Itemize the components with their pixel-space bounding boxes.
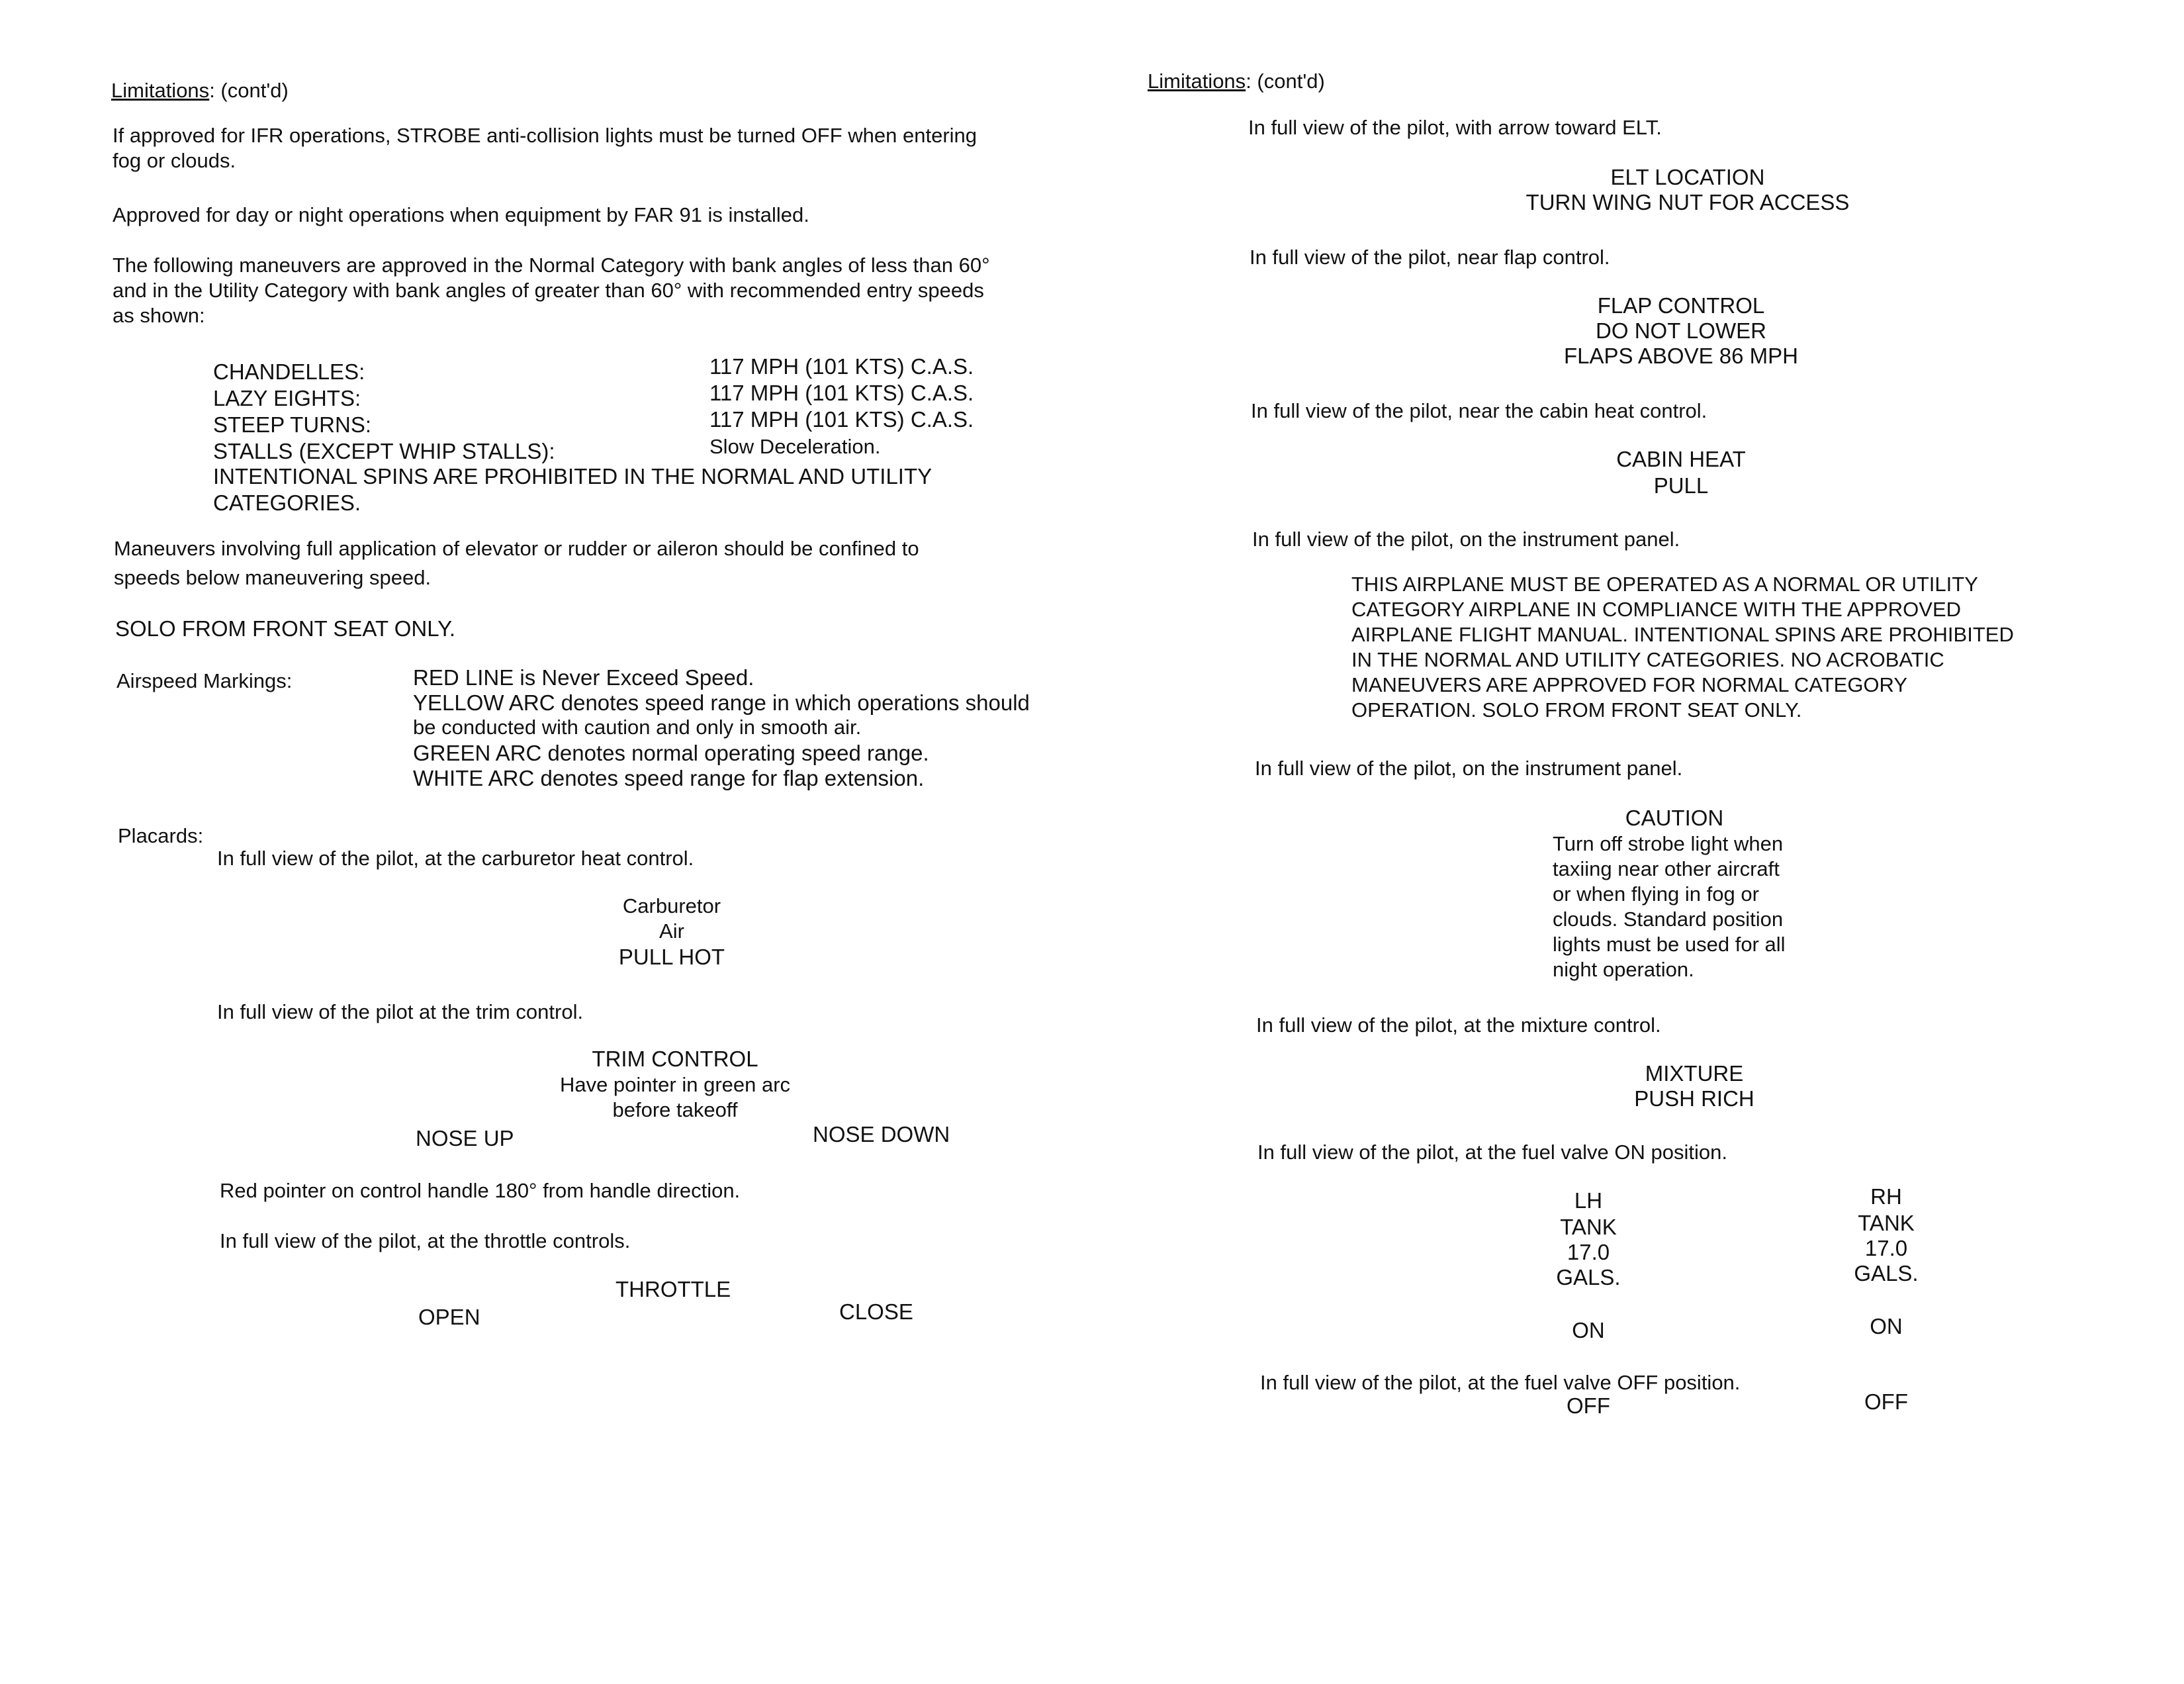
maneuver-name: CHANDELLES: bbox=[213, 359, 365, 384]
throttle-close-label: CLOSE bbox=[839, 1299, 913, 1324]
throttle-intro: In full view of the pilot, at the throttle controls. bbox=[220, 1229, 631, 1252]
carb-placard-line3: PULL HOT bbox=[618, 945, 725, 969]
throttle-open-label: OPEN bbox=[418, 1305, 480, 1329]
airspeed-marking-line: RED LINE is Never Exceed Speed. bbox=[413, 665, 754, 690]
elt-placard-line1: ELT LOCATION bbox=[1610, 165, 1765, 189]
right-heading: Limitations: (cont'd) bbox=[1148, 70, 1325, 93]
operations-placard-line: OPERATION. SOLO FROM FRONT SEAT ONLY. bbox=[1351, 698, 1802, 722]
airspeed-marking-line: WHITE ARC denotes speed range for flap extension. bbox=[413, 766, 925, 790]
airspeed-marking-line: YELLOW ARC denotes speed range in which operations should bbox=[413, 690, 1030, 715]
cabin-heat-intro: In full view of the pilot, near the cabin heat control. bbox=[1251, 399, 1707, 422]
maneuver-speed: 117 MPH (101 KTS) C.A.S. bbox=[709, 381, 974, 405]
maneuvers-paragraph-line3: as shown: bbox=[113, 304, 205, 327]
caution-line: taxiing near other aircraft bbox=[1553, 857, 1780, 880]
flap-placard-line3: FLAPS ABOVE 86 MPH bbox=[1564, 344, 1798, 368]
airspeed-markings-label: Airspeed Markings: bbox=[116, 669, 293, 692]
maneuver-name: LAZY EIGHTS: bbox=[213, 386, 361, 410]
maneuver-name: STEEP TURNS: bbox=[213, 412, 372, 437]
operations-placard-line: AIRPLANE FLIGHT MANUAL. INTENTIONAL SPINS ARE PROHIBITED bbox=[1351, 623, 2014, 646]
solo-statement: SOLO FROM FRONT SEAT ONLY. bbox=[115, 616, 456, 641]
elt-intro: In full view of the pilot, with arrow toward ELT. bbox=[1248, 116, 1662, 139]
caution-line: lights must be used for all bbox=[1553, 933, 1786, 956]
placards-label: Placards: bbox=[118, 824, 204, 847]
mixture-placard-line1: MIXTURE bbox=[1645, 1061, 1744, 1086]
maneuver-speed: 117 MPH (101 KTS) C.A.S. bbox=[709, 354, 974, 379]
rh-tank-line: TANK bbox=[1858, 1211, 1915, 1235]
airspeed-marking-line: GREEN ARC denotes normal operating speed range. bbox=[413, 741, 929, 765]
lh-tank-line: 17.0 bbox=[1567, 1240, 1610, 1264]
carb-placard-line2: Air bbox=[659, 919, 684, 943]
caution-intro: In full view of the pilot, on the instrument panel. bbox=[1255, 757, 1683, 780]
nose-up-label: NOSE UP bbox=[416, 1126, 514, 1150]
rh-tank-line: 17.0 bbox=[1864, 1236, 1908, 1260]
lh-tank-line: GALS. bbox=[1556, 1265, 1621, 1289]
mixture-intro: In full view of the pilot, at the mixture control. bbox=[1256, 1013, 1661, 1037]
mixture-placard-line2: PUSH RICH bbox=[1634, 1086, 1754, 1111]
caution-title: CAUTION bbox=[1625, 806, 1724, 830]
operations-placard-line: THIS AIRPLANE MUST BE OPERATED AS A NORMAL OR UTILITY bbox=[1351, 573, 1978, 596]
full-deflection-line1: Maneuvers involving full application of elevator or rudder or aileron should be confined to bbox=[114, 537, 919, 560]
day-night-paragraph: Approved for day or night operations when equipment by FAR 91 is installed. bbox=[113, 203, 809, 226]
trim-placard-line1: TRIM CONTROL bbox=[592, 1047, 758, 1071]
full-deflection-line2: speeds below maneuvering speed. bbox=[114, 566, 432, 589]
rh-off-label: OFF bbox=[1864, 1389, 1908, 1414]
lh-tank-line: LH bbox=[1574, 1188, 1603, 1213]
operations-placard-line: MANEUVERS ARE APPROVED FOR NORMAL CATEGORY bbox=[1351, 673, 1908, 696]
cabin-heat-placard-line2: PULL bbox=[1653, 473, 1709, 498]
lh-off-label: OFF bbox=[1567, 1393, 1610, 1418]
flap-placard-line2: DO NOT LOWER bbox=[1596, 318, 1766, 343]
trim-intro: In full view of the pilot at the trim control. bbox=[217, 1000, 584, 1023]
fuel-on-intro: In full view of the pilot, at the fuel valve ON position. bbox=[1257, 1141, 1727, 1164]
ifr-paragraph-line2: fog or clouds. bbox=[113, 149, 236, 172]
spins-prohibited-line1: INTENTIONAL SPINS ARE PROHIBITED IN THE NORMAL AND UTILITY bbox=[213, 464, 933, 489]
operations-placard-line: IN THE NORMAL AND UTILITY CATEGORIES. NO ACROBATIC bbox=[1351, 648, 1944, 671]
trim-placard-line3: before takeoff bbox=[612, 1098, 738, 1121]
caution-line: night operation. bbox=[1553, 958, 1694, 981]
rh-on-label: ON bbox=[1870, 1314, 1903, 1338]
carb-heat-intro: In full view of the pilot, at the carburetor heat control. bbox=[217, 847, 694, 870]
ifr-paragraph-line1: If approved for IFR operations, STROBE anti-collision lights must be turned OFF when entering bbox=[113, 124, 978, 147]
caution-line: Turn off strobe light when bbox=[1553, 832, 1784, 855]
maneuvers-paragraph-line1: The following maneuvers are approved in the Normal Category with bank angles of less than 60° bbox=[113, 254, 990, 277]
maneuver-speed: Slow Deceleration. bbox=[709, 435, 881, 458]
flap-intro: In full view of the pilot, near flap control. bbox=[1250, 246, 1610, 269]
elt-placard-line2: TURN WING NUT FOR ACCESS bbox=[1525, 190, 1850, 214]
carb-placard-line1: Carburetor bbox=[622, 894, 721, 917]
flap-placard-line1: FLAP CONTROL bbox=[1597, 293, 1765, 318]
lh-tank-line: TANK bbox=[1560, 1215, 1617, 1239]
rh-tank-line: RH bbox=[1870, 1184, 1902, 1209]
left-heading: Limitations: (cont'd) bbox=[111, 79, 289, 102]
operations-placard-line: CATEGORY AIRPLANE IN COMPLIANCE WITH THE APPROVED bbox=[1351, 598, 1962, 621]
operations-intro: In full view of the pilot, on the instrument panel. bbox=[1252, 528, 1680, 551]
throttle-placard-title: THROTTLE bbox=[615, 1277, 731, 1301]
maneuver-speed: 117 MPH (101 KTS) C.A.S. bbox=[709, 407, 974, 432]
airspeed-marking-line: be conducted with caution and only in smooth air. bbox=[413, 716, 862, 739]
lh-on-label: ON bbox=[1572, 1318, 1605, 1342]
red-pointer-note: Red pointer on control handle 180° from handle direction. bbox=[220, 1179, 741, 1202]
cabin-heat-placard-line1: CABIN HEAT bbox=[1616, 447, 1746, 471]
nose-down-label: NOSE DOWN bbox=[813, 1122, 950, 1146]
maneuver-name: STALLS (EXCEPT WHIP STALLS): bbox=[213, 439, 555, 463]
caution-line: clouds. Standard position bbox=[1553, 908, 1784, 931]
fuel-off-intro: In full view of the pilot, at the fuel valve OFF position. bbox=[1260, 1371, 1741, 1394]
trim-placard-line2: Have pointer in green arc bbox=[559, 1073, 791, 1096]
caution-line: or when flying in fog or bbox=[1553, 882, 1759, 906]
rh-tank-line: GALS. bbox=[1854, 1261, 1919, 1286]
maneuvers-paragraph-line2: and in the Utility Category with bank angles of greater than 60° with recommended entry speeds bbox=[113, 279, 984, 302]
spins-prohibited-line2: CATEGORIES. bbox=[213, 491, 361, 515]
